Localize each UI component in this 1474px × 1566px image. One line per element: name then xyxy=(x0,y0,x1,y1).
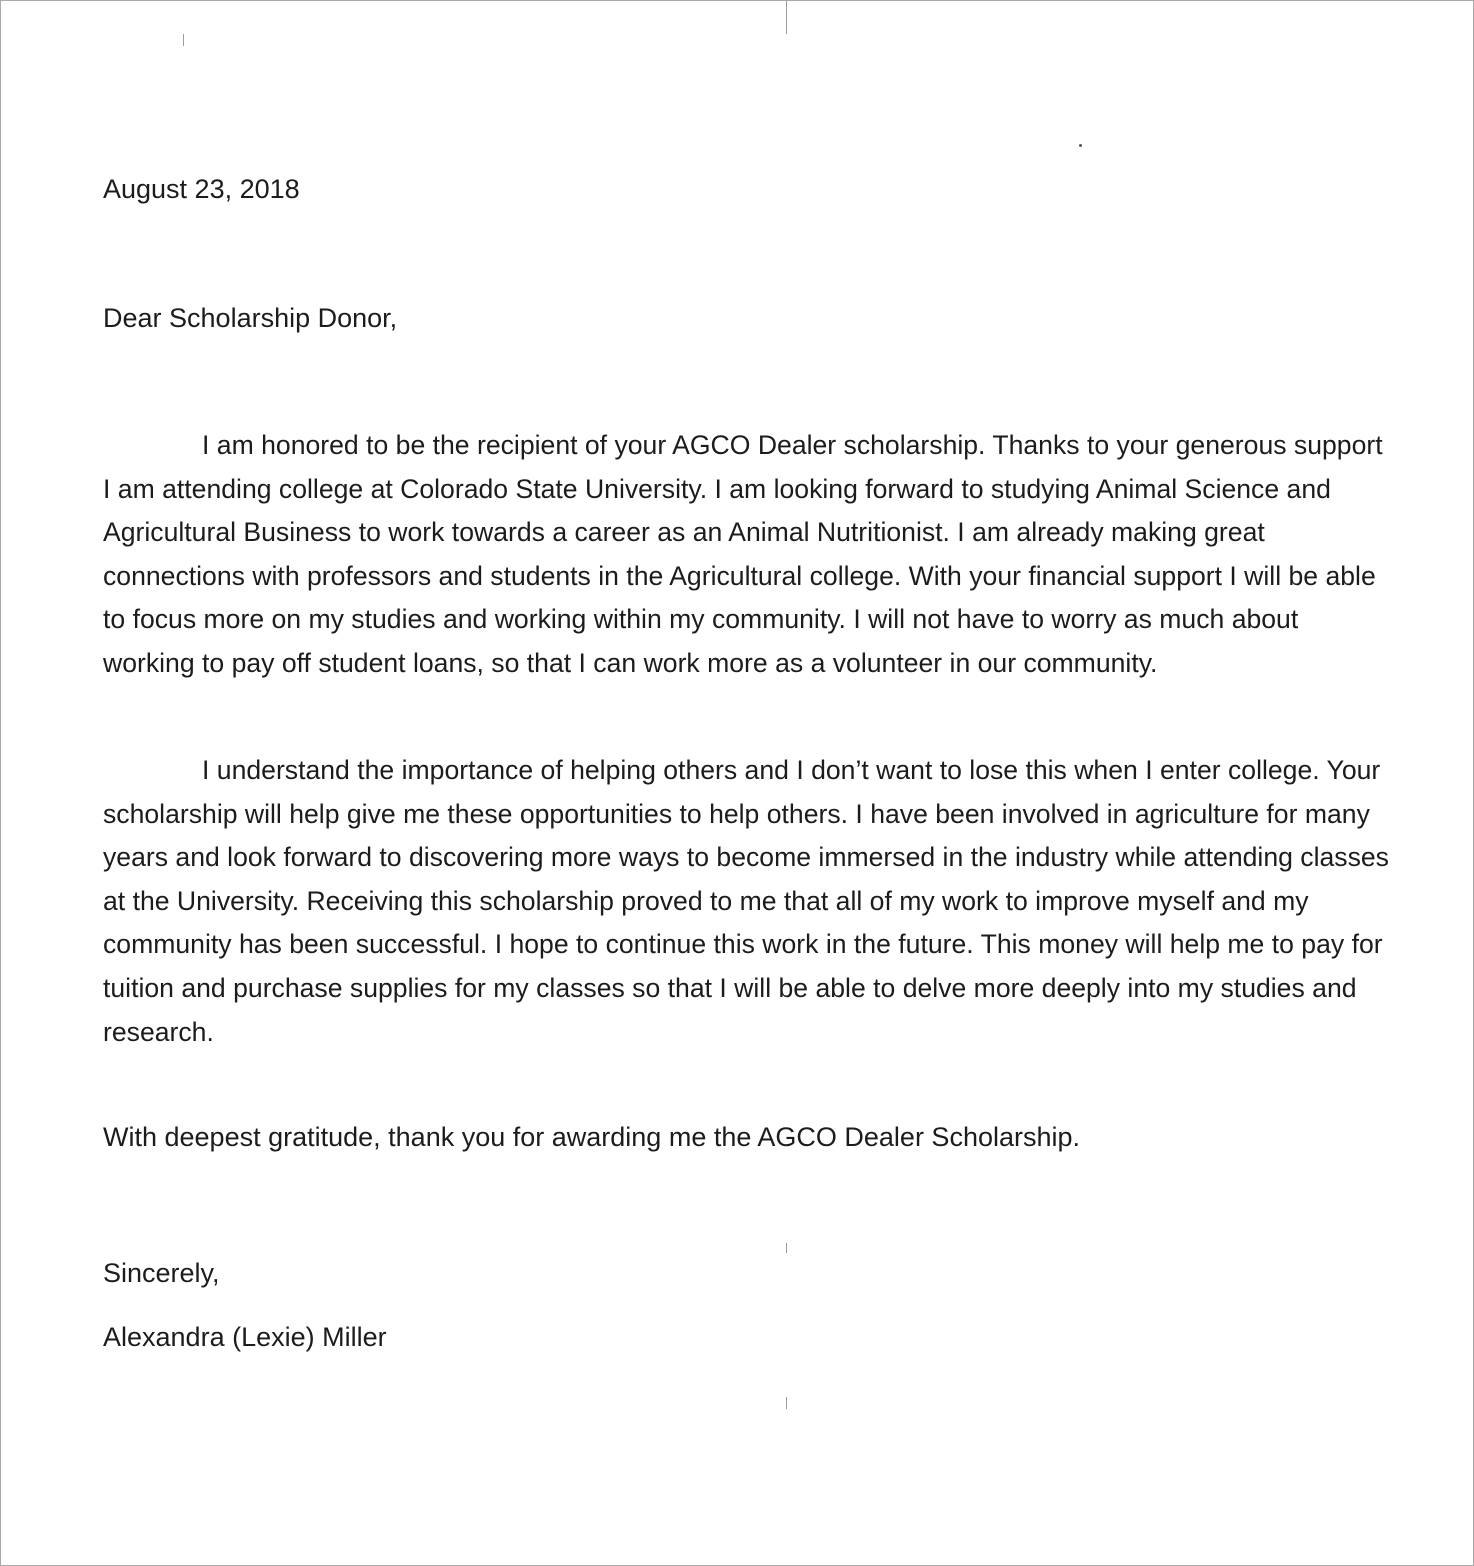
scan-speck xyxy=(786,1243,787,1253)
scan-speck xyxy=(183,34,184,46)
letter-salutation: Dear Scholarship Donor, xyxy=(103,303,398,333)
letter-paragraph-1: I am honored to be the recipient of your AGCO Dealer scholarship. Thanks to your generous support I am attending college at Colorado State University. I am looking forward to studying Animal Science and Agricultural Business to work towards a career as an Animal Nutritionist. I am already making great connections with professors and students in the Agricultural college. With your financial support I will be able to focus more on my studies and working within my community. I will not have to worry as much about working to pay off student loans, so that I can work more as a volunteer in our community. xyxy=(103,430,1383,678)
letter-signature-name: Alexandra (Lexie) Miller xyxy=(103,1322,387,1352)
letter-signoff: Sincerely, xyxy=(103,1258,220,1288)
scan-speck xyxy=(786,1397,787,1409)
scan-speck xyxy=(1079,144,1082,147)
letter-closing-line: With deepest gratitude, thank you for awarding me the AGCO Dealer Scholarship. xyxy=(103,1122,1081,1152)
letter-paragraph-2: I understand the importance of helping others and I don’t want to lose this when I enter college. Your scholarship will help give me these opportunities to help others. I have been involved in agriculture for many years and look forward to discovering more ways to become immersed in the industry while attending classes at the University. Receiving this scholarship proved to me that all of my work to improve myself and my community has been successful. I hope to continue this work in the future. This money will help me to pay for tuition and purchase supplies for my classes so that I will be able to delve more deeply into my studies and research. xyxy=(103,755,1389,1047)
scan-speck xyxy=(786,1,787,34)
letter-date: August 23, 2018 xyxy=(103,174,300,204)
